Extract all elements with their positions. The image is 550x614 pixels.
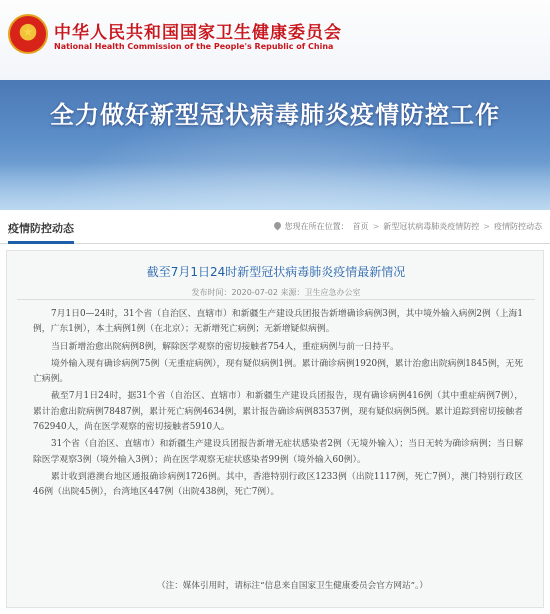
citation-note: （注：媒体引用时，请标注“信息来自国家卫生健康委员会官方网站”。）	[157, 581, 428, 591]
paragraph: 截至7月1日24时，据31个省（自治区、直辖市）和新疆生产建设兵团报告，现有确诊病例416例（其中重症病例7例），累计治愈出院病例78487例，累计死亡病例4634例，累计报告确诊病例83537例，现有疑似病例5例。累计追踪到密切接触者762940人，尚在医学观察的密切接触者5910人。	[33, 391, 523, 433]
location-pin-icon	[274, 222, 281, 231]
paragraph: 境外输入现有确诊病例75例（无重症病例），现有疑似病例1例。累计确诊病例1920例，累计治愈出院病例1845例，无死亡病例。	[33, 358, 523, 385]
breadcrumb	[274, 221, 542, 232]
national-emblem-icon	[8, 14, 48, 54]
paragraph: 累计收到港澳台地区通报确诊病例1726例。其中，香港特别行政区1233例（出院1117例，死亡7例），澳门特别行政区46例（出院45例），台湾地区447例（出院438例，死亡7例）。	[33, 471, 523, 498]
article-meta: 发布时间：2020-07-02 来源：卫生应急办公室	[191, 288, 361, 297]
org-name-en: National Health Commission of the People's Republic of China	[54, 42, 334, 51]
section-nav	[0, 210, 550, 244]
paragraph: 当日新增治愈出院病例8例，解除医学观察的密切接触者754人，重症病例与前一日持平。	[51, 341, 399, 352]
org-name-cn[interactable]: 中华人民共和国国家卫生健康委员会	[54, 23, 342, 43]
breadcrumb-epidemic-control[interactable]: 新型冠状病毒肺炎疫情防控	[383, 222, 480, 231]
paragraph: 31个省（自治区、直辖市）和新疆生产建设兵团报告新增无症状感染者2例（无境外输入）；当日无转为确诊病例；当日解除医学观察3例（境外输入3例）；尚在医学观察无症状感染者99例（境外输入60例）。	[33, 439, 523, 465]
section-underline	[8, 241, 74, 244]
section-name[interactable]: 疫情防控动态	[8, 222, 74, 235]
banner	[0, 80, 550, 210]
city-skyline	[0, 162, 550, 210]
breadcrumb-separator: >	[483, 222, 490, 231]
paragraph: 7月1日0—24时，31个省（自治区、直辖市）和新疆生产建设兵团报告新增确诊病例3例，其中境外输入病例2例（上海1例，广东1例），本土病例1例（在北京）；无新增死亡病例；无新增疑似病例。	[33, 309, 523, 335]
article-body	[33, 307, 523, 503]
divider	[17, 299, 535, 300]
article-title: 截至7月1日24时新型冠状病毒肺炎疫情最新情况	[146, 265, 406, 279]
site-header	[0, 0, 550, 80]
breadcrumb-separator: >	[372, 222, 380, 231]
breadcrumb-prefix: 您现在所在位置：	[284, 222, 349, 231]
breadcrumb-current[interactable]: 疫情防控动态	[494, 222, 542, 231]
article-container	[6, 250, 544, 608]
breadcrumb-home[interactable]: 首页	[352, 222, 369, 231]
banner-title: 全力做好新型冠状病毒肺炎疫情防控工作	[50, 101, 500, 129]
